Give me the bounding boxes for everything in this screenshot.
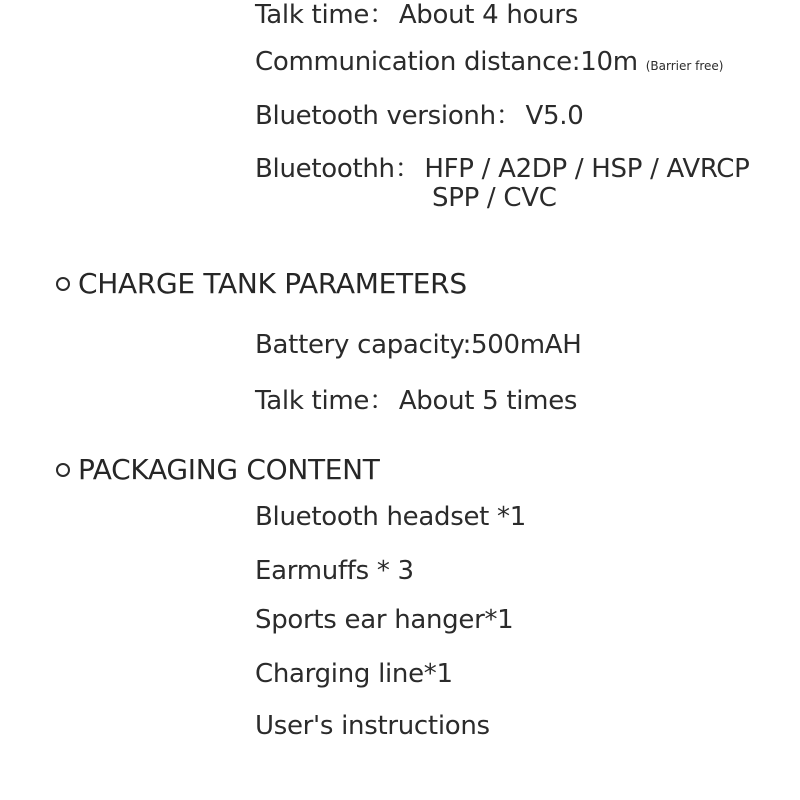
distance-note: (Barrier free) bbox=[645, 59, 724, 73]
bt-profiles-spec bbox=[255, 154, 750, 184]
case-talk-time-label: Talk time： bbox=[255, 386, 395, 416]
charge-section-title: CHARGE TANK PARAMETERS bbox=[78, 267, 467, 300]
package-item: Earmuffs * 3 bbox=[255, 556, 414, 586]
bt-version-value: V5.0 bbox=[525, 101, 584, 131]
case-talk-time-spec bbox=[255, 386, 577, 416]
talk-time-value: About 4 hours bbox=[398, 0, 578, 30]
packaging-section-title: PACKAGING CONTENT bbox=[78, 453, 380, 486]
talk-time-spec bbox=[255, 0, 578, 30]
package-item: Charging line*1 bbox=[255, 659, 453, 689]
bt-version-label: Bluetooth versionh： bbox=[255, 101, 522, 131]
battery-capacity-spec: Battery capacity:500mAH bbox=[255, 330, 582, 360]
charge-section-heading bbox=[56, 268, 467, 300]
bt-profiles-line2: SPP / CVC bbox=[432, 183, 557, 213]
circle-bullet-icon bbox=[56, 463, 70, 477]
package-item: Bluetooth headset *1 bbox=[255, 502, 526, 532]
package-item: Sports ear hanger*1 bbox=[255, 605, 514, 635]
distance-spec bbox=[255, 47, 723, 81]
case-talk-time-value: About 5 times bbox=[398, 386, 578, 416]
packaging-section-heading bbox=[56, 454, 380, 486]
distance-text: Communication distance:10m bbox=[255, 47, 638, 77]
circle-bullet-icon bbox=[56, 277, 70, 291]
bt-profiles-line1: HFP / A2DP / HSP / AVRCP bbox=[424, 154, 750, 184]
bt-version-spec bbox=[255, 101, 583, 131]
bt-profiles-label: Bluetoothh： bbox=[255, 154, 421, 184]
package-item: User's instructions bbox=[255, 711, 490, 741]
talk-time-label: Talk time： bbox=[255, 0, 395, 30]
